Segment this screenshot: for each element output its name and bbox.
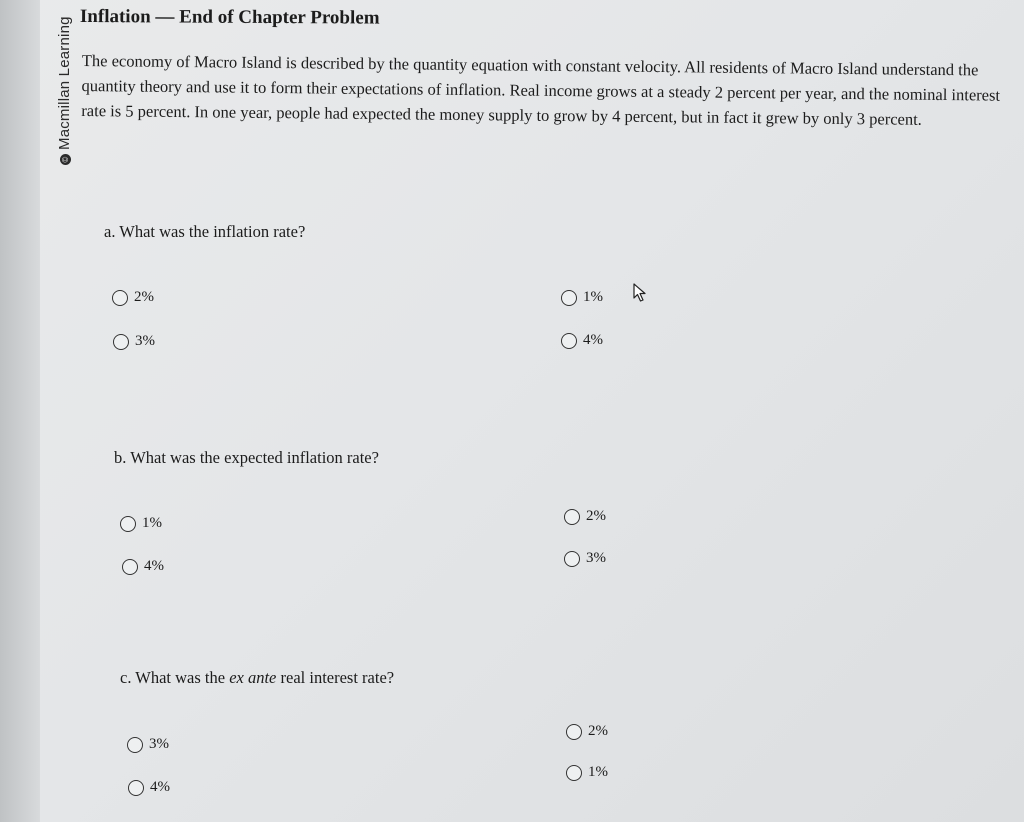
option-label: 4% <box>144 558 164 574</box>
publisher-credit <box>56 16 73 165</box>
question-c-option-2pct[interactable] <box>566 723 608 740</box>
radio-button[interactable] <box>561 290 577 306</box>
option-label: 2% <box>588 723 608 739</box>
option-label: 3% <box>135 333 155 349</box>
radio-button[interactable] <box>564 509 580 525</box>
question-a-option-3pct[interactable] <box>113 333 155 350</box>
copyright-icon: © <box>60 154 71 165</box>
question-b-prompt: b. What was the expected inflation rate? <box>114 448 379 467</box>
question-c-option-4pct[interactable] <box>128 779 170 796</box>
radio-button[interactable] <box>127 737 143 753</box>
option-label: 3% <box>149 736 169 752</box>
radio-button[interactable] <box>566 765 582 781</box>
question-b-option-1pct[interactable] <box>120 515 162 532</box>
question-a-option-1pct[interactable] <box>561 289 603 306</box>
question-c-option-3pct[interactable] <box>127 736 169 753</box>
question-b-option-4pct[interactable] <box>122 558 164 575</box>
radio-button[interactable] <box>122 559 138 575</box>
option-label: 1% <box>588 764 608 780</box>
radio-button[interactable] <box>566 724 582 740</box>
option-label: 3% <box>586 550 606 566</box>
question-b-option-2pct[interactable] <box>564 508 606 525</box>
prompt-suffix: real interest rate? <box>276 668 395 687</box>
question-b-option-3pct[interactable] <box>564 550 606 567</box>
page-title: Inflation — End of Chapter Problem <box>79 6 380 29</box>
option-label: 4% <box>150 779 170 795</box>
option-label: 2% <box>134 289 154 305</box>
question-a-prompt: a. What was the inflation rate? <box>104 222 306 241</box>
question-a-option-2pct[interactable] <box>112 289 154 306</box>
question-c-option-1pct[interactable] <box>566 764 608 781</box>
option-label: 2% <box>586 508 606 524</box>
option-label: 4% <box>583 332 603 348</box>
question-a-option-4pct[interactable] <box>561 332 603 349</box>
option-label: 1% <box>583 289 603 305</box>
mouse-pointer-icon <box>633 283 649 303</box>
radio-button[interactable] <box>113 334 129 350</box>
radio-button[interactable] <box>564 551 580 567</box>
problem-statement: The economy of Macro Island is described by the quantity equation with constant velocity. All residents of Macro Island understand the quantity theory and use it to form their expectations of inflation. Real income grows at a steady 2 percent per year, and the nominal interest rate is 5 percent. In one year, people had expected the money supply to grow by 4 percent, but in fact it grew by only 3 percent. <box>81 50 1001 129</box>
credit-text: Macmillan Learning <box>56 16 73 150</box>
radio-button[interactable] <box>128 780 144 796</box>
prompt-prefix: c. What was the <box>120 668 230 687</box>
question-c-prompt <box>120 668 394 688</box>
left-edge <box>0 0 40 822</box>
radio-button[interactable] <box>120 516 136 532</box>
radio-button[interactable] <box>561 333 577 349</box>
option-label: 1% <box>142 515 162 531</box>
radio-button[interactable] <box>112 290 128 306</box>
prompt-italic: ex ante <box>229 668 277 687</box>
